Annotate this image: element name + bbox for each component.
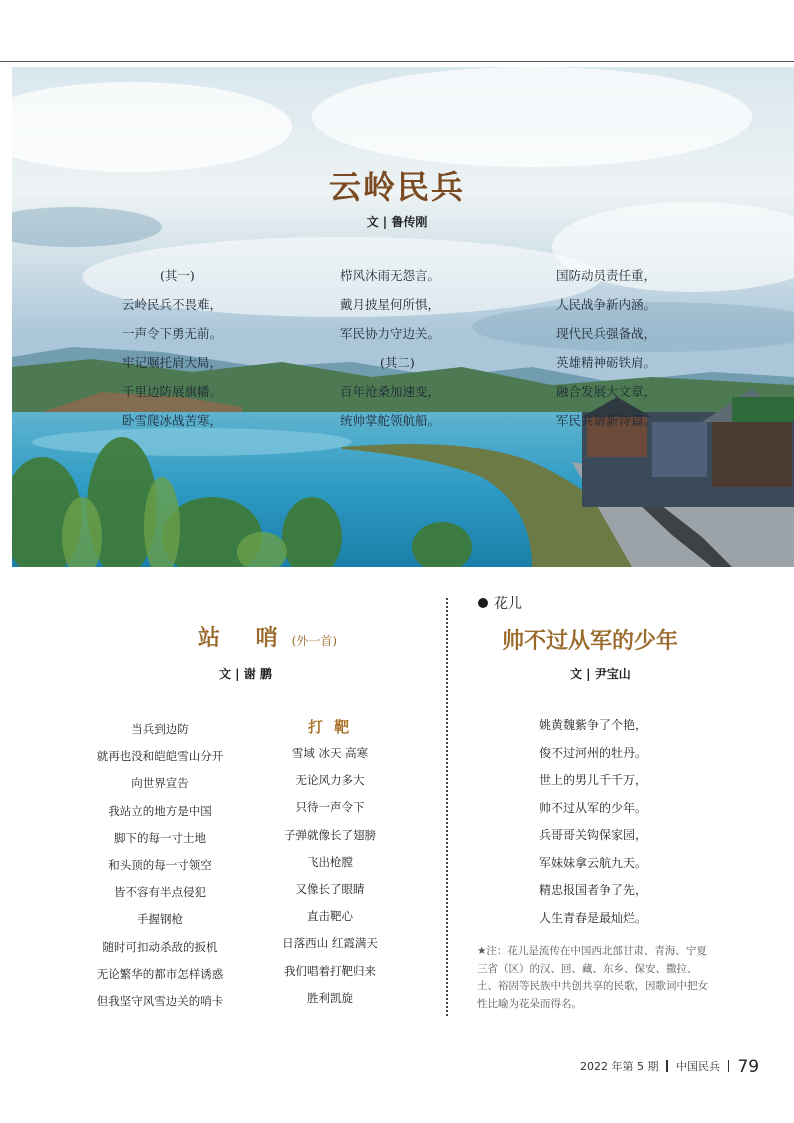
poem-column-2 bbox=[340, 261, 440, 435]
poem-line: 戴月披星何所惧， bbox=[340, 297, 441, 312]
footnote: ★注：花儿是流传在中国西北部甘肃、青海、宁夏三省（区）的汉、回、藏、东乡、保安、撒拉、土、裕固等民族中共创共享的民歌，因歌词中把女性比喻为花朵而得名。 bbox=[477, 945, 708, 1010]
poem-line: 无论风力多大 bbox=[295, 773, 365, 788]
huaer-poem bbox=[528, 712, 658, 932]
poem-column-1 bbox=[122, 261, 222, 435]
poem-line: 手握钢枪 bbox=[137, 912, 183, 927]
poem-line: 我站立的地方是中国 bbox=[108, 803, 212, 818]
poem-line: 人民战争新内涵。 bbox=[556, 297, 657, 312]
page-footer bbox=[580, 1057, 759, 1077]
poem-line: 飞出枪膛 bbox=[307, 854, 353, 869]
poem-line: (其二) bbox=[380, 355, 415, 370]
issue-label: 2022 年第 5 期 bbox=[580, 1060, 659, 1073]
huaer-title: 帅不过从军的少年 bbox=[502, 628, 679, 654]
poem-line: 和头顶的每一寸领空 bbox=[108, 858, 212, 873]
top-rule bbox=[0, 61, 794, 62]
poem-line: 牢记嘱托肩大局， bbox=[122, 355, 223, 370]
daba-title: 打 靶 bbox=[307, 718, 353, 736]
main-poem-title: 云岭民兵 bbox=[328, 168, 465, 206]
poem-line: 英雄精神砺铁肩。 bbox=[556, 355, 657, 370]
main-poem-byline: 文 | 鲁传刚 bbox=[366, 215, 428, 229]
poem-line: 雪域 冰天 高寒 bbox=[291, 746, 369, 760]
daba-poem bbox=[272, 740, 388, 1012]
zhanshao-subtitle: (外一首) bbox=[291, 634, 338, 648]
page-number: 79 bbox=[737, 1057, 760, 1077]
poem-line: 又像长了眼睛 bbox=[295, 882, 365, 897]
poem-column-3 bbox=[556, 261, 656, 435]
poem-line: 日落西山 红霞满天 bbox=[282, 936, 378, 951]
poem-line: 军妹妹拿云航九天。 bbox=[538, 855, 647, 870]
poem-line: 子弹就像长了翅膀 bbox=[284, 827, 376, 842]
poem-line: 一声令下勇无前。 bbox=[122, 326, 223, 341]
poem-line: 兵哥哥关钩保家园， bbox=[538, 828, 647, 842]
zhanshao-byline: 文 | 谢 鹏 bbox=[219, 667, 272, 681]
poem-line: 俊不过河州的牡丹。 bbox=[538, 745, 647, 760]
poem-line: 现代民兵强备战， bbox=[556, 326, 657, 341]
section-label bbox=[478, 593, 522, 613]
poem-line: 脚下的每一寸土地 bbox=[114, 830, 206, 845]
poem-line: 向世界宣告 bbox=[131, 776, 189, 791]
poem-line: 统帅掌舵领航船。 bbox=[340, 413, 441, 428]
poem-line: 融合发展大文章， bbox=[556, 384, 657, 399]
poem-line: 就再也没和皑皑雪山分开 bbox=[96, 749, 224, 764]
column-divider bbox=[446, 598, 448, 1016]
poem-line: 帅不过从军的少年。 bbox=[538, 800, 647, 815]
poem-line: (其一) bbox=[160, 268, 195, 283]
bullet-dot-icon bbox=[478, 598, 488, 608]
poem-line: 当兵到边防 bbox=[131, 722, 189, 736]
huaer-byline: 文 | 尹宝山 bbox=[570, 667, 631, 681]
zhanshao-title bbox=[198, 621, 337, 652]
zhanshao-poem bbox=[80, 716, 240, 1015]
poem-line: 胜利凯旋 bbox=[307, 990, 353, 1005]
poem-line: 我们唱着打靶归来 bbox=[284, 963, 376, 978]
poem-line: 百年沧桑加速变， bbox=[340, 384, 441, 399]
footer-separator bbox=[666, 1060, 668, 1072]
poem-line: 人生青春是最灿烂。 bbox=[538, 910, 647, 925]
poem-line: 千里边防展旗幡。 bbox=[122, 384, 223, 399]
poem-line: 栉风沐雨无怨言。 bbox=[340, 268, 441, 283]
footer-separator bbox=[728, 1060, 730, 1072]
poem-line: 云岭民兵不畏难， bbox=[122, 297, 223, 312]
poem-line: 世上的男儿千千万， bbox=[538, 773, 647, 787]
poem-line: 军民共谱新诗篇。 bbox=[556, 413, 657, 428]
poem-line: 皆不容有半点侵犯 bbox=[114, 885, 206, 900]
poem-line: 无论繁华的都市怎样诱惑 bbox=[96, 966, 224, 981]
poem-line: 直击靶心 bbox=[307, 909, 353, 924]
poem-line: 但我坚守风雪边关的哨卡 bbox=[96, 994, 224, 1009]
poem-line: 军民协力守边关。 bbox=[340, 326, 441, 341]
poem-line: 姚黄魏紫争了个艳， bbox=[538, 718, 647, 732]
poem-line: 只待一声令下 bbox=[295, 800, 365, 815]
zhanshao-title-text: 站 哨 bbox=[198, 625, 292, 651]
poem-line: 国防动员责任重， bbox=[556, 268, 657, 283]
poem-line: 随时可扣动杀敌的扳机 bbox=[102, 939, 218, 954]
poem-line: 精忠报国者争了先， bbox=[538, 883, 647, 897]
section-label-text: 花儿 bbox=[494, 596, 522, 612]
magazine-name: 中国民兵 bbox=[675, 1060, 720, 1073]
poem-line: 卧雪爬冰战苦寒， bbox=[122, 413, 223, 428]
